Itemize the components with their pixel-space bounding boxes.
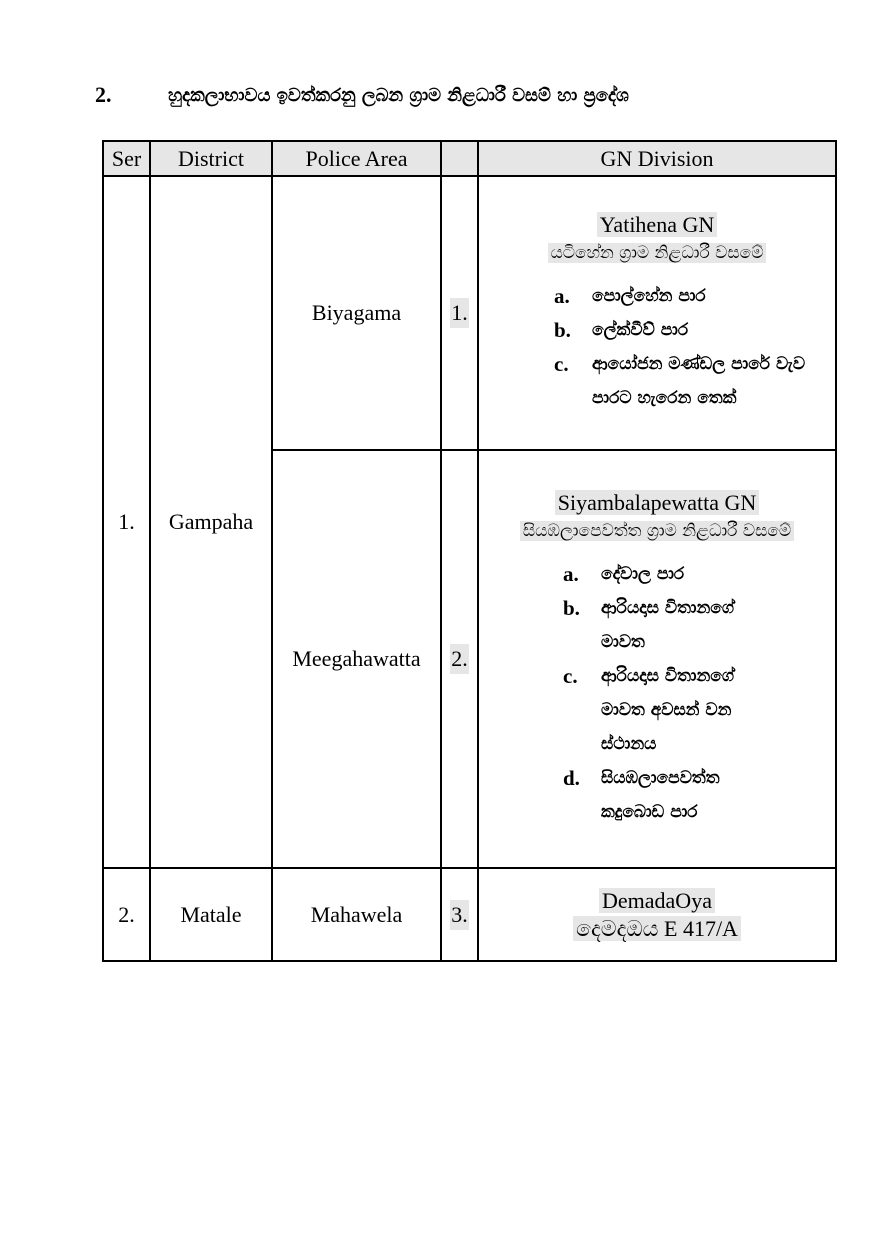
row-number: 3. (450, 900, 469, 930)
list-item: b. ආරියදාස විතානගේ මාවත (563, 596, 735, 652)
police-area-cell: Meegahawatta (272, 450, 441, 868)
header-ser: Ser (103, 141, 150, 176)
header-gn-division: GN Division (478, 141, 836, 176)
district-cell: Gampaha (150, 176, 272, 868)
number-cell (441, 868, 478, 961)
gn-division-cell (478, 176, 836, 450)
gn-name-sinhala: සියඹලාපෙවත්ත ග්‍රාම නිළධාරී වසමේ (520, 521, 794, 541)
section-title: හුදකලාභාවය ඉවත්කරනු ලබන ග්‍රාම නිළධාරී වසම් හා ප්‍රදේශ (168, 84, 629, 106)
ser-cell: 1. (103, 176, 150, 868)
gn-division-cell (478, 450, 836, 868)
gn-name-english: DemadaOya (599, 888, 715, 913)
gn-name-english: Yatihena GN (597, 212, 717, 237)
list-item: d. සියඹලාපෙවත්ත කදුබොඩ පාර (563, 766, 720, 822)
police-area-cell: Biyagama (272, 176, 441, 450)
table-row (103, 868, 836, 961)
list-item: a. පොල්හේන පාර (554, 284, 706, 308)
number-cell (441, 176, 478, 450)
police-area-cell: Mahawela (272, 868, 441, 961)
table-row (103, 176, 836, 450)
list-item: c. ආයෝජන මණ්ඩල පාරේ වැව පාරට හැරෙන තෙක් (554, 352, 806, 408)
gn-name-english: Siyambalapewatta GN (555, 490, 760, 515)
header-district: District (150, 141, 272, 176)
list-item: a. දේවාල පාර (563, 562, 685, 586)
number-cell (441, 450, 478, 868)
list-item: b. ලේක්වීව් පාර (554, 318, 689, 342)
list-item: c. ආරියදාස විතානගේ මාවත අවසන් වන ස්ථානය (563, 664, 735, 754)
gn-name-sinhala: යටිහේන ග්‍රාම නිළධාරී වසමේ (548, 243, 767, 263)
gn-sub-areas (554, 279, 814, 415)
section-number: 2. (95, 82, 112, 107)
ser-cell: 2. (103, 868, 150, 961)
section-heading (95, 78, 855, 112)
table-header-row (103, 141, 836, 176)
row-number: 1. (450, 298, 469, 328)
gn-division-table (102, 140, 837, 962)
gn-name-sinhala: දෙමදඔය E 417/A (573, 916, 741, 941)
header-number (441, 141, 478, 176)
gn-division-cell (478, 868, 836, 961)
header-police-area: Police Area (272, 141, 441, 176)
district-cell: Matale (150, 868, 272, 961)
row-number: 2. (450, 644, 469, 674)
gn-sub-areas (563, 557, 773, 829)
